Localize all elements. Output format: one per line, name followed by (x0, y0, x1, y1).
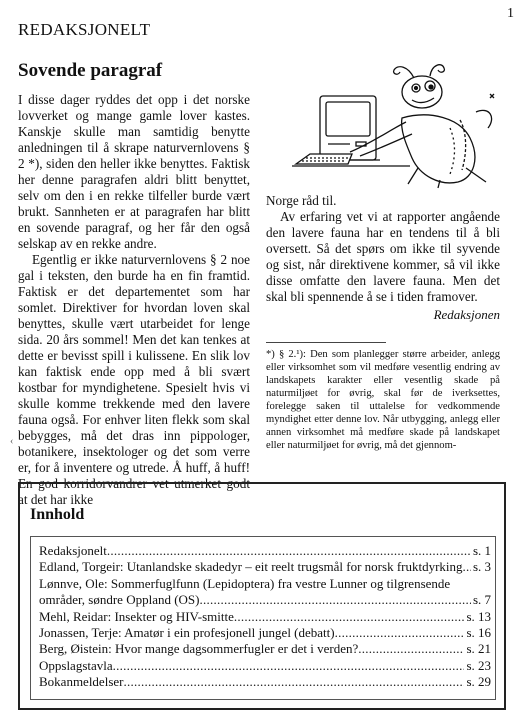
article-right-column (266, 193, 500, 305)
toc-entry[interactable] (39, 674, 491, 690)
insect-at-computer-illustration (290, 58, 502, 190)
footnote: *) § 2.¹): Den som planlegger større arbeider, anlegg eller virksomhet som vil medføre vesentlig endring av landskapets karakter eller vesentlig skade på naturmiljøet for øvrig, skal før de iverksettes, forelegge saken til uttalelse for vedkommende myndighet etter denne lov. Når utbygging, anlegg eller annen virksomhet må medføre skade på landskapet eller naturmiljøet for øvrig, må det gjennom- (266, 349, 500, 451)
toc-entry-title: Berg, Øistein: Hvor mange dagsommerfugler er det i verden? (39, 641, 359, 657)
table-of-contents (18, 482, 506, 710)
page-number: 1 (507, 6, 514, 21)
article-paragraph: I disse dager ryddes det opp i det norske lovverket og mange gamle lover kastes. Kanskje skulle man samtidig benytte anledningen til å skrape naturvernlovens § 2 *), siden den heller ikke benyttes. Faktisk her denne paragrafen aldri blitt benyttet, selv om den i en rekke tilfeller burde vært brukt. Sannheten er at paragrafen har blitt en sovende paragraf, og her får den også selskap av en rekke andre. (18, 92, 250, 251)
article-paragraph: Egentlig er ikke naturvernlovens § 2 noe gal i teksten, den burde ha en fin framtid. Faktisk er det departementet som har somlet. Direktiver for hvordan loven skal benyttes, skulle vært utarbeidet for lenge sida. 20 års sommel! Men det kan tenkes at dette er bevisst spill i kulissene. En slik lov kan faktisk ende opp med å bli svært kostbar for myndighetene. Spesielt hvis vi skulle komme trekkende med den lavere fauna også. For enhver liten flekk som skal bebygges, må det dras inn pippologer, botanikere, insektologer og det som verre er, for å inventere og utrede. Å huff, å huff! En god korridorvandrer vet utmerket godt at det har ikke (18, 252, 250, 507)
margin-mark: ‹ (10, 436, 14, 447)
toc-list (30, 536, 496, 700)
article-signature: Redaksjonen (433, 307, 500, 322)
toc-entry-title: Mehl, Reidar: Insekter og HIV-smitte (39, 608, 234, 624)
toc-entry-page: s. 23 (466, 657, 491, 673)
toc-entry[interactable] (39, 559, 491, 575)
toc-entry-title-line1: Lønnve, Ole: Sommerfuglfunn (Lepidoptera) fra vestre Lunner og tilgrensende (39, 575, 451, 591)
toc-entry-title: Jonassen, Terje: Amatør i ein profesjonell jungel (debatt) (39, 625, 335, 641)
toc-entry-page: s. 29 (466, 674, 491, 690)
article-paragraph: Av erfaring vet vi at rapporter angående den lavere fauna har en tendens til å bli oversett. Så det spørs om ikke til syvende og sist, når direktivene kommer, så vil ikke disse omfatte den lavere fauna. Men det skal bli spennende å se i tiden framover. (266, 209, 500, 304)
toc-entry-title: Edland, Torgeir: Utanlandske skadedyr – eit reelt trugsmål for norsk fruktdyrking (39, 559, 463, 575)
toc-entry-page: s. 3 (472, 559, 491, 575)
toc-entry-page: s. 7 (472, 592, 491, 608)
toc-entry[interactable] (39, 609, 491, 625)
toc-entry-title: områder, søndre Oppland (OS) (39, 592, 200, 608)
toc-entry-page: s. 21 (466, 641, 491, 657)
toc-title: Innhold (30, 506, 85, 523)
article-title: Sovende paragraf (18, 60, 163, 81)
article-paragraph: Norge råd til. (266, 193, 337, 208)
toc-entry-title: Bokanmeldelser (39, 674, 124, 690)
section-header: REDAKSJONELT (18, 20, 151, 39)
toc-entry-title: Redaksjonelt (39, 543, 107, 558)
toc-entry-page: s. 1 (472, 543, 491, 558)
toc-entry[interactable] (39, 543, 491, 559)
toc-entry-page: s. 16 (466, 625, 491, 641)
toc-entry[interactable] (39, 658, 491, 674)
article-left-column (18, 92, 250, 508)
toc-entry-title: Oppslagstavla (39, 657, 113, 673)
toc-entry[interactable] (39, 625, 491, 641)
footnote-divider (266, 342, 386, 343)
toc-entry-page: s. 13 (466, 608, 491, 624)
toc-entry[interactable] (39, 576, 491, 609)
toc-entry[interactable] (39, 641, 491, 657)
